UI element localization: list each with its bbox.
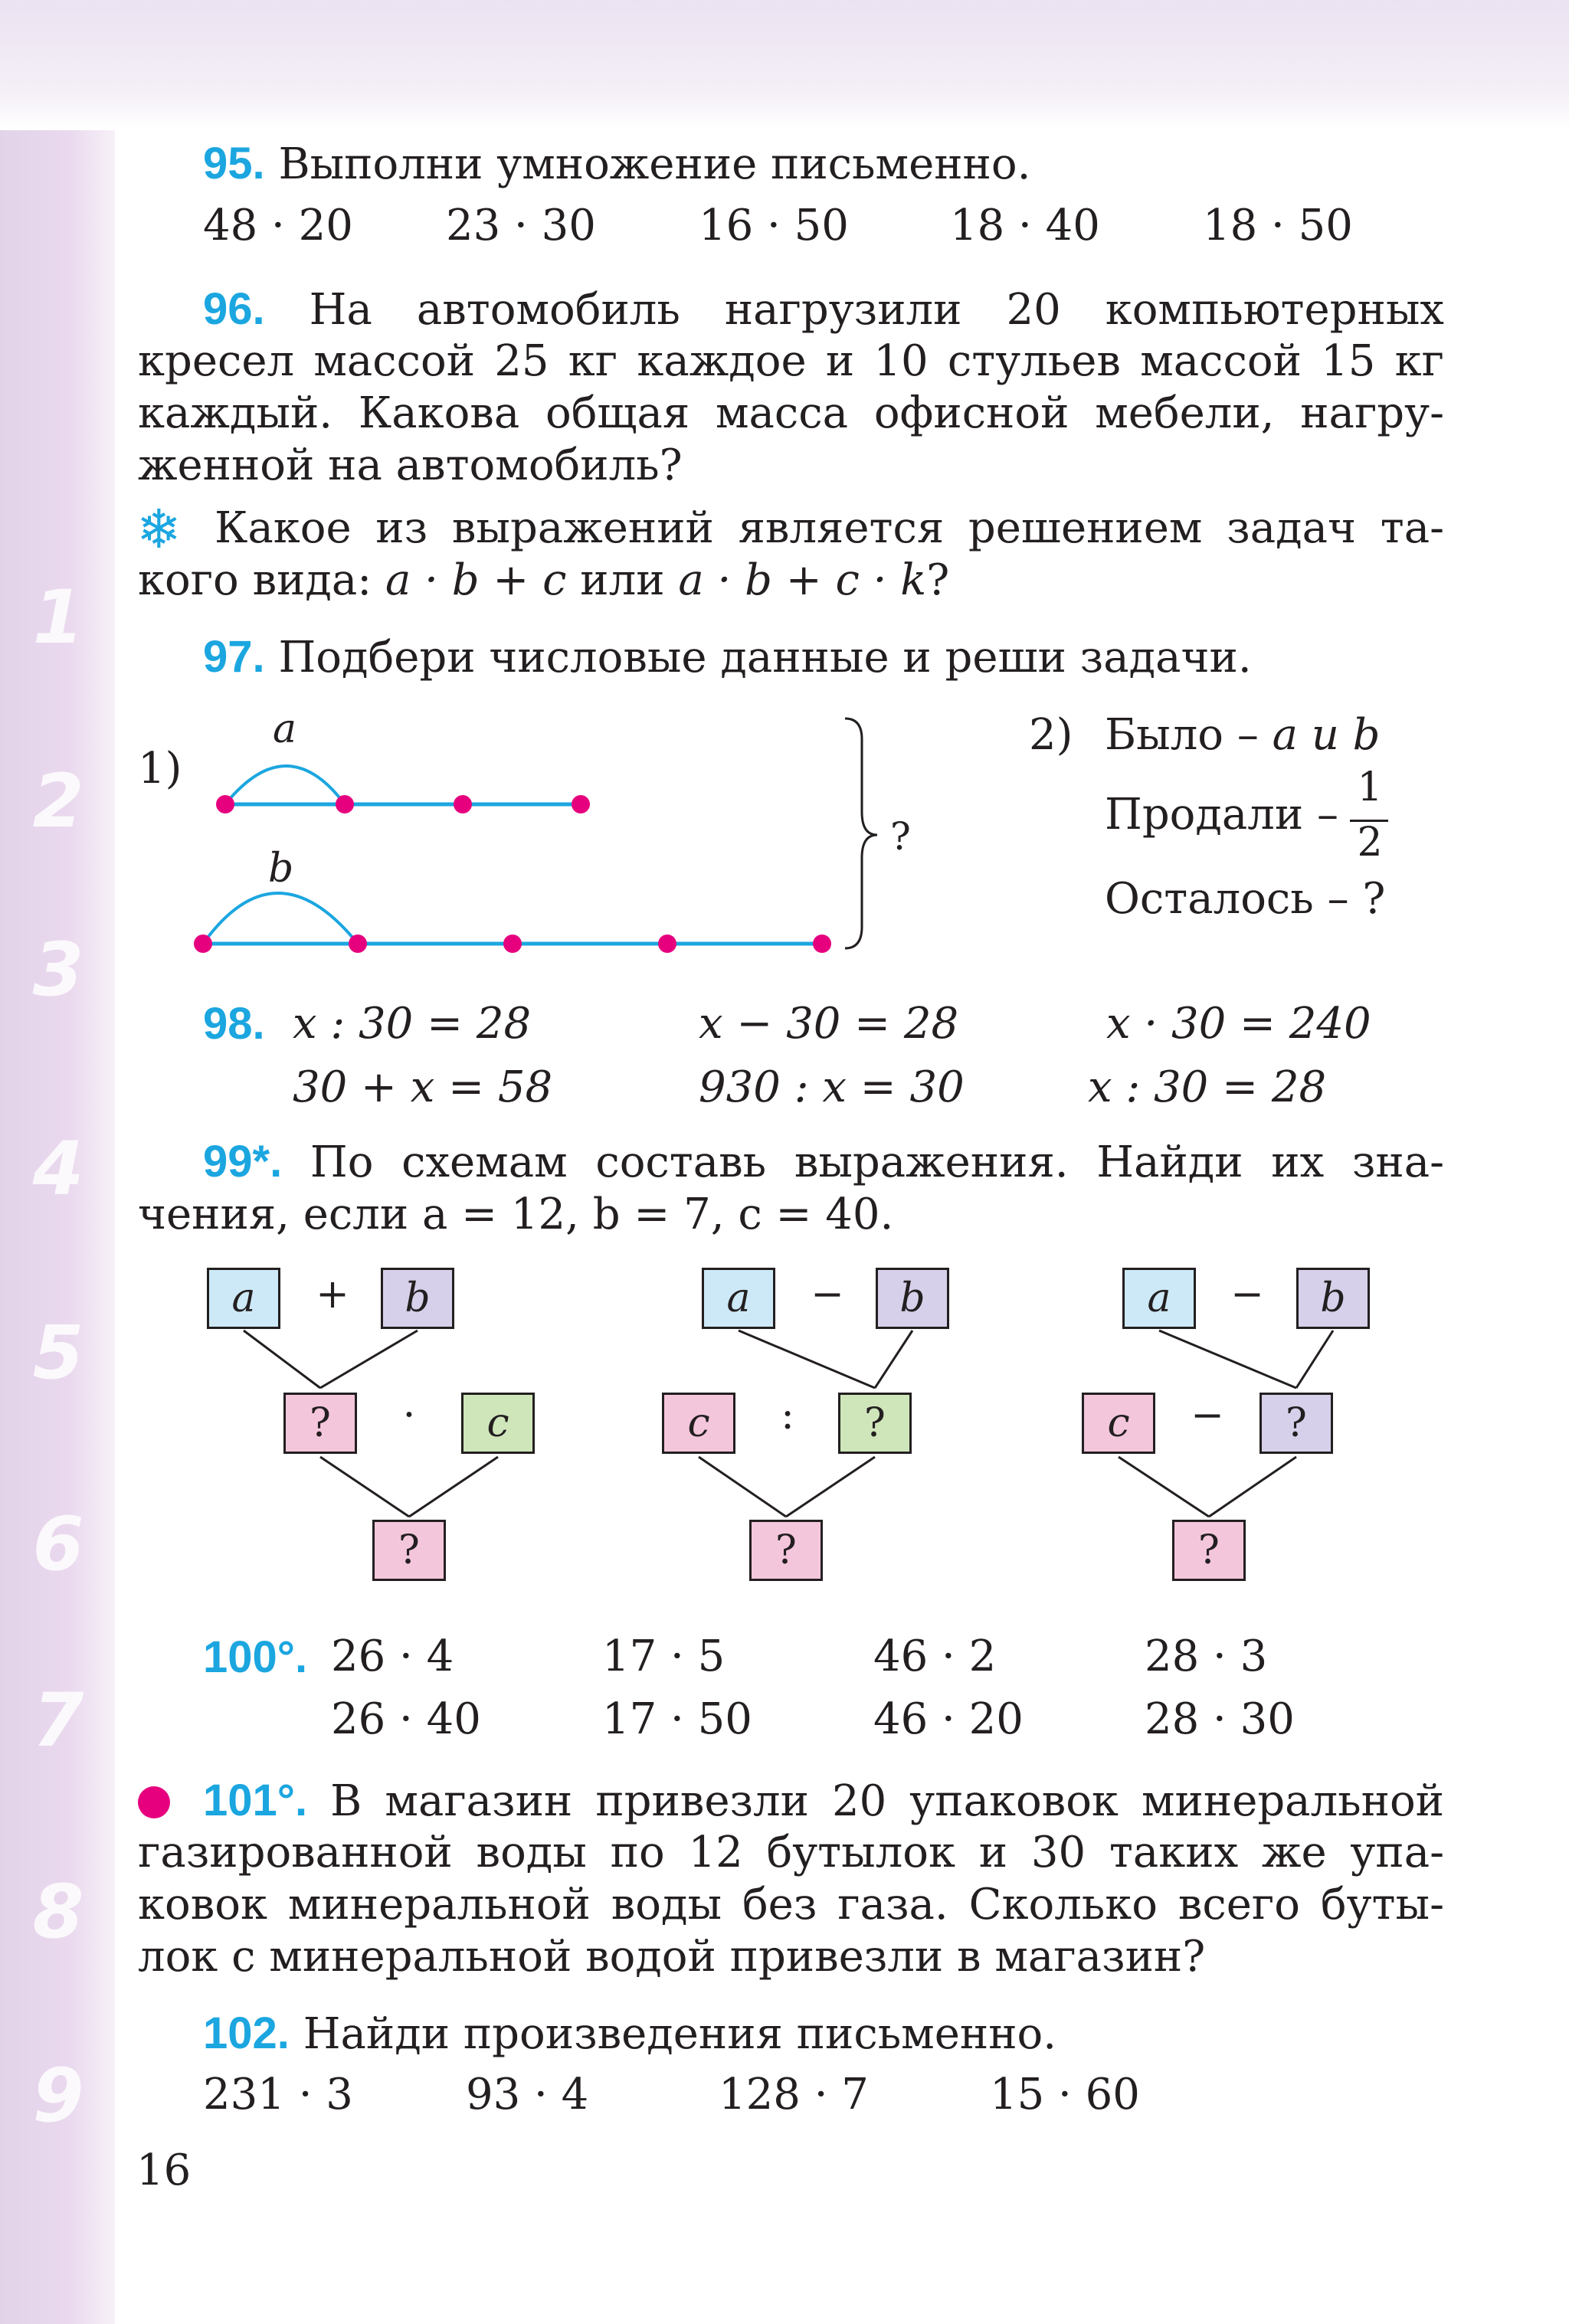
question-text: кого вида: [138, 555, 385, 605]
scheme-box: ? [1172, 1520, 1246, 1581]
scheme-box: c [1082, 1393, 1155, 1454]
scheme-box: c [662, 1393, 735, 1454]
expression: 26 · 40 [331, 1694, 481, 1744]
scheme-operator: − [1191, 1393, 1224, 1439]
part-label: 2) [1029, 710, 1073, 760]
part-label: 1) [138, 744, 182, 794]
segment-point [349, 935, 367, 953]
task-number: 97. [203, 632, 265, 682]
condition-bylo [1105, 709, 1381, 761]
question-text: ? [926, 555, 950, 605]
chapter-number: 2 [32, 758, 84, 844]
scheme-box: ? [372, 1520, 446, 1581]
task-99-line [203, 1136, 1444, 1189]
task-number: 99*. [203, 1137, 283, 1187]
scheme-operator: − [811, 1272, 844, 1317]
segment-arc [225, 766, 345, 804]
chapter-number: 9 [32, 2053, 84, 2139]
scheme-box: b [1296, 1268, 1370, 1329]
scheme-box: ? [283, 1393, 357, 1454]
segment-point [503, 935, 522, 953]
task-101-line: ковок минеральной воды без газа. Сколько всего буты- [138, 1880, 1444, 1930]
scheme-operator: · [402, 1393, 416, 1439]
curly-brace [845, 718, 877, 948]
expression: 28 · 30 [1145, 1694, 1295, 1744]
task-99-line: чения, если a = 12, b = 7, c = 40. [138, 1190, 894, 1239]
expression-var: a · b + c · k [678, 555, 927, 605]
task-96-line: женной на автомобиль? [138, 440, 683, 490]
expression: 18 · 50 [1203, 201, 1353, 250]
scheme-operator: − [1230, 1272, 1264, 1317]
segment-point [216, 795, 234, 813]
segment-point [454, 795, 472, 813]
task-100-line [203, 1632, 307, 1684]
scheme-box: b [876, 1268, 949, 1329]
chapter-number: 1 [32, 574, 84, 660]
task-102-heading [203, 2008, 1056, 2061]
task-101-line: газированной воды по 12 бутылок и 30 таких же упа- [138, 1828, 1444, 1877]
expression: 23 · 30 [446, 201, 596, 250]
chapter-number: 3 [32, 927, 84, 1013]
marker-dot-icon [138, 1786, 170, 1818]
equation: 930 : x = 30 [699, 1062, 965, 1112]
equation: x : 30 = 28 [1088, 1062, 1327, 1112]
segment-point [813, 935, 831, 953]
chapter-number: 4 [32, 1126, 84, 1212]
scheme-box: ? [1259, 1393, 1333, 1454]
scheme-box: ? [838, 1393, 912, 1454]
expression: 48 · 20 [203, 201, 353, 250]
condition-vars: a и b [1272, 710, 1381, 760]
task-text: Найди произведения письменно. [303, 2009, 1057, 2059]
expression: 16 · 50 [699, 201, 849, 250]
expression: 46 · 2 [873, 1632, 997, 1681]
condition-ostalos: Осталось – ? [1105, 874, 1386, 924]
segment-label: a [273, 706, 297, 752]
segment-point [658, 935, 676, 953]
task-number: 98. [203, 999, 265, 1049]
equation: x − 30 = 28 [699, 999, 959, 1049]
scheme-box: a [207, 1268, 280, 1329]
segment-point [336, 795, 354, 813]
expression-var: a · b + c [385, 555, 567, 605]
segment-label: b [268, 846, 294, 892]
fraction-numerator: 1 [1357, 764, 1383, 810]
expression: 128 · 7 [719, 2070, 869, 2119]
equation: x · 30 = 240 [1106, 999, 1371, 1049]
task-96-question: Какое из выражений является решением задач та- [215, 503, 1444, 553]
task-number: 100°. [203, 1632, 308, 1682]
snowflake-icon: ❄ [136, 498, 182, 561]
brace-question: ? [890, 814, 911, 859]
expression: 28 · 3 [1145, 1632, 1268, 1681]
chapter-number: 7 [32, 1678, 84, 1763]
chapter-number: 8 [32, 1869, 84, 1955]
expression: 46 · 20 [873, 1694, 1024, 1744]
expression: 231 · 3 [203, 2070, 353, 2119]
expression: 17 · 50 [602, 1694, 752, 1744]
task-96-line: каждый. Какова общая масса офисной мебели, нагру- [138, 388, 1444, 438]
expression: 26 · 4 [331, 1632, 454, 1681]
task-text: Подбери числовые данные и реши задачи. [278, 633, 1252, 682]
expression: 18 · 40 [950, 201, 1100, 250]
task-text: На автомобиль нагрузили 20 компьютерных [309, 285, 1444, 335]
task-text: В магазин привезли 20 упаковок минеральной [330, 1776, 1444, 1826]
scheme-box: a [702, 1268, 775, 1329]
task-text: По схемам составь выражения. Найди их зна- [310, 1137, 1444, 1187]
scheme-box: c [461, 1393, 535, 1454]
page-number: 16 [136, 2146, 192, 2195]
equation: 30 + x = 58 [293, 1062, 553, 1112]
condition-label: Было – [1105, 710, 1273, 760]
task-text: Выполни умножение письменно. [278, 139, 1031, 189]
task-number: 95. [203, 139, 265, 188]
segment-point [572, 795, 590, 813]
expression: 93 · 4 [466, 2070, 589, 2119]
task-number: 96. [203, 284, 265, 334]
task-number: 102. [203, 2008, 290, 2058]
chapter-number: 5 [32, 1310, 84, 1396]
chapter-number: 6 [32, 1501, 84, 1587]
scheme-box: a [1122, 1268, 1196, 1329]
task-101-line: лок с минеральной водой привезли в магазин? [138, 1932, 1206, 1982]
scheme-box: ? [749, 1520, 823, 1581]
task-98-line [203, 998, 265, 1051]
task-96-line: кресел массой 25 кг каждое и 10 стульев массой 15 кг [138, 336, 1444, 386]
expression: 15 · 60 [990, 2070, 1140, 2119]
equation: x : 30 = 28 [293, 999, 532, 1049]
task-number: 101°. [203, 1776, 308, 1825]
expression: 17 · 5 [602, 1632, 726, 1681]
fraction-denominator: 2 [1357, 820, 1383, 866]
segment-point [194, 935, 212, 953]
task-101-line [203, 1775, 1444, 1828]
scheme-operator: : [781, 1393, 794, 1439]
scheme-box: b [381, 1268, 454, 1329]
scheme-operator: + [316, 1272, 349, 1317]
question-text: или [566, 555, 679, 605]
segment-arc [203, 893, 358, 944]
condition-prodali: Продали – [1105, 790, 1338, 840]
